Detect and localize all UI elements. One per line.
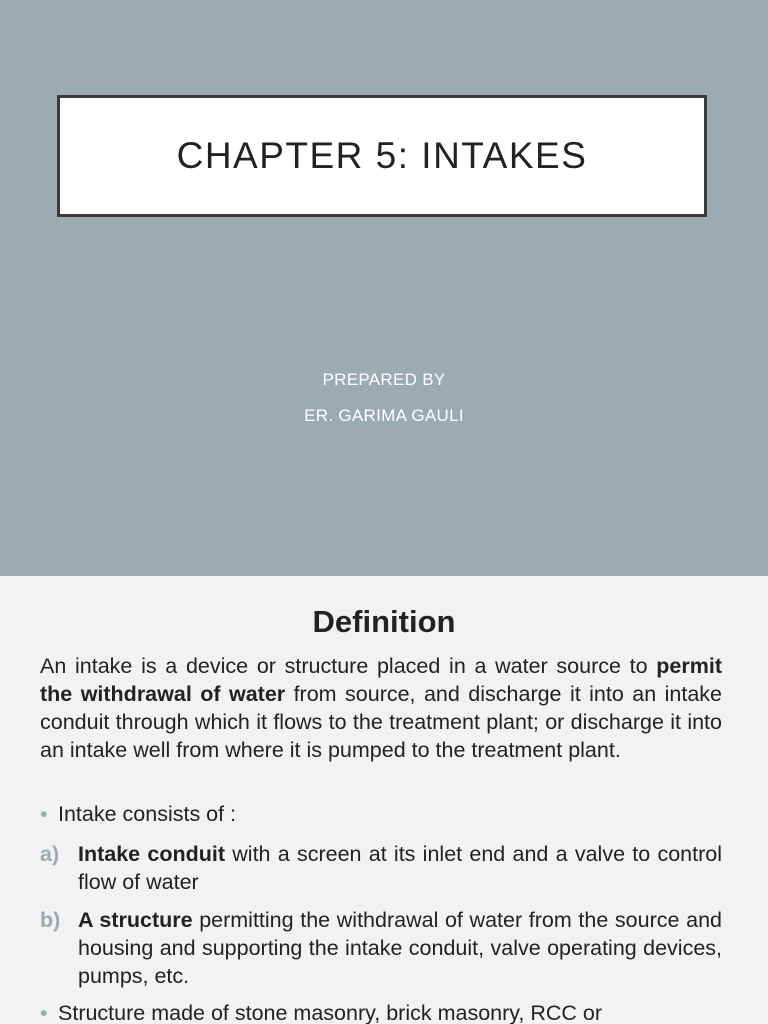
author-name: ER. GARIMA GAULI — [304, 406, 464, 425]
list-item-b — [40, 906, 722, 990]
bullet-intake-consists — [40, 800, 722, 828]
prepared-by-label: PREPARED BY — [322, 370, 446, 389]
list-item-a — [40, 840, 722, 896]
slide-title: CHAPTER 5: INTAKES — [176, 135, 588, 176]
list-item-text — [78, 906, 722, 990]
list-item-rest: permitting the withdrawal of water from the source and housing and supporting the intake conduit, valve operating devices, pumps, etc. — [78, 908, 722, 988]
definition-heading: Definition — [312, 604, 456, 639]
list-item-bold: A structure — [78, 908, 193, 932]
paragraph-text-end: from source, and discharge it into an intake conduit through which it flows to the treatment plant; or discharge it into an intake well from where it is pumped to the treatment plant. — [40, 682, 722, 762]
bullet-text: Intake consists of : — [58, 802, 237, 826]
list-marker: a) — [40, 842, 60, 866]
bullet-dot-icon: • — [40, 1001, 48, 1024]
list-marker: b) — [40, 908, 61, 932]
title-box — [57, 95, 707, 217]
definition-paragraph — [40, 652, 722, 764]
bullet-text: Structure made of stone masonry, brick masonry, RCC or — [58, 1001, 603, 1024]
paragraph-text-start: An intake is a device or structure placed in a water source to — [40, 654, 657, 678]
definition-slide — [0, 576, 768, 1024]
list-item-bold: Intake conduit — [78, 842, 226, 866]
list-item-text — [78, 840, 722, 896]
bullet-dot-icon: • — [40, 802, 48, 826]
bullet-structure-made — [40, 999, 722, 1024]
paragraph-bold-phrase: permit the withdrawal of water — [40, 654, 722, 706]
list-item-rest: with a screen at its inlet end and a valve to control flow of water — [78, 842, 722, 894]
